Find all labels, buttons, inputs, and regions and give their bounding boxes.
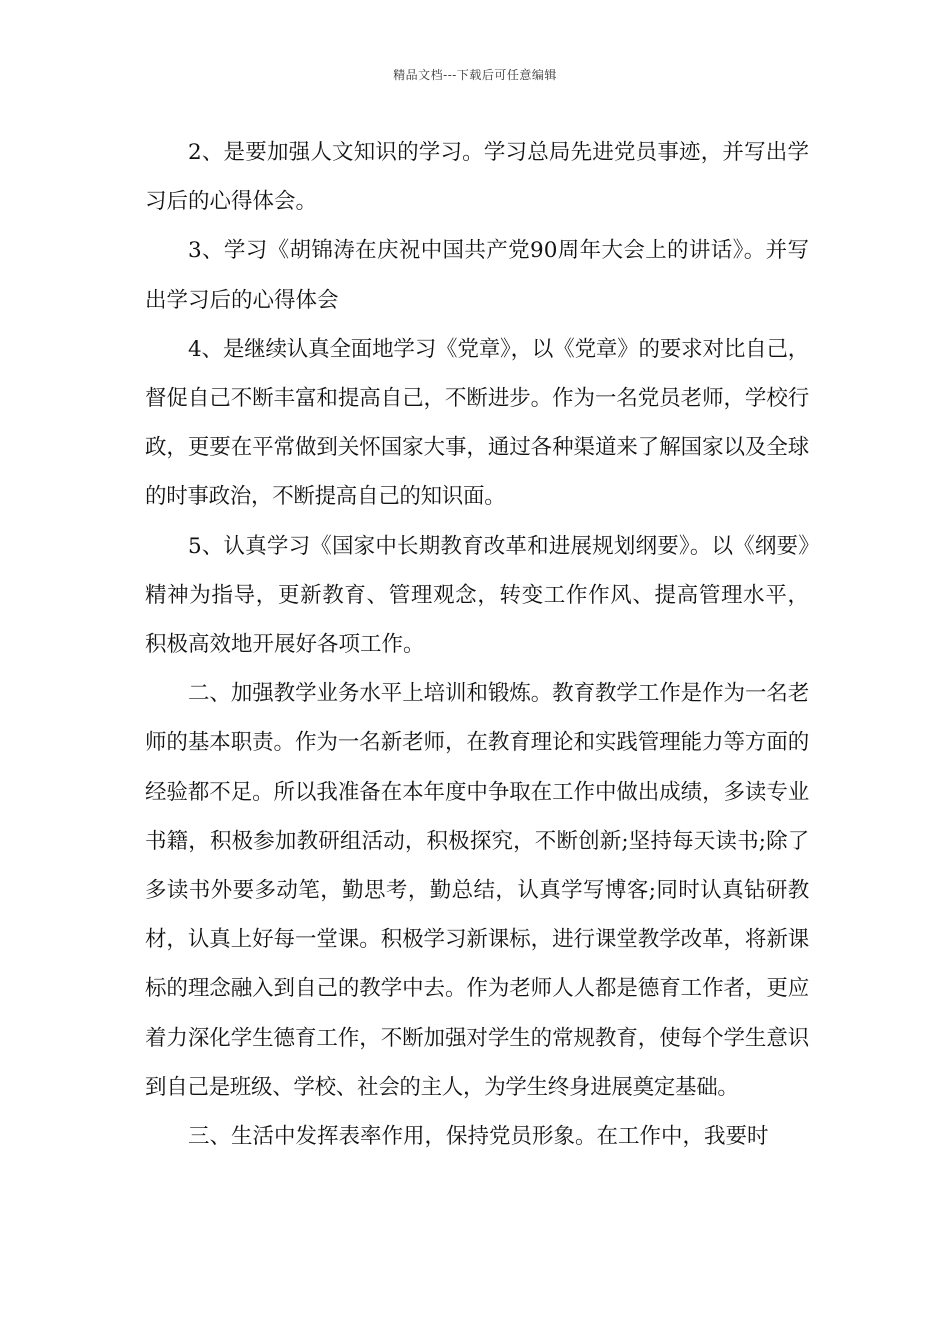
- document-body: [145, 128, 809, 1161]
- paragraph-section-3: 三、生活中发挥表率作用，保持党员形象。在工作中，我要时: [188, 1124, 769, 1150]
- paragraph-section-2: 二、加强教学业务水平上培训和锻炼。教育教学工作是作为一名老师的基本职责。作为一名新老师，在教育理论和实践管理能力等方面的经验都不足。所以我准备在本年度中争取在工作中做出成绩，多读专业书籍，积极参加教研组活动，积极探究，不断创新;坚持每天读书;除了多读书外要多动笔，勤思考，勤总结，认真学写博客;同时认真钻研教材，认真上好每一堂课。积极学习新课标，进行课堂教学改革，将新课标的理念融入到自己的教学中去。作为老师人人都是德育工作者，更应着力深化学生德育工作，不断加强对学生的常规教育，使每个学生意识到自己是班级、学校、社会的主人，为学生终身进展奠定基础。: [145, 681, 809, 1100]
- paragraph-item-4: 4、是继续认真全面地学习《党章》，以《党章》的要求对比自己，督促自己不断丰富和提高自己，不断进步。作为一名党员老师，学校行政，更要在平常做到关怀国家大事，通过各种渠道来了解国家以及全球的时事政治，不断提高自己的知识面。: [145, 336, 809, 510]
- paragraph-item-5: 5、认真学习《国家中长期教育改革和进展规划纲要》。以《纲要》精神为指导，更新教育、管理观念，转变工作作风、提高管理水平，积极高效地开展好各项工作。: [145, 533, 809, 658]
- page-header: 精品文档---下载后可任意编辑: [393, 68, 557, 82]
- paragraph-item-2: 2、是要加强人文知识的学习。学习总局先进党员事迹，并写出学习后的心得体会。: [145, 140, 809, 215]
- paragraph-item-3: 3、学习《胡锦涛在庆祝中国共产党90周年大会上的讲话》。并写出学习后的心得体会: [145, 238, 809, 313]
